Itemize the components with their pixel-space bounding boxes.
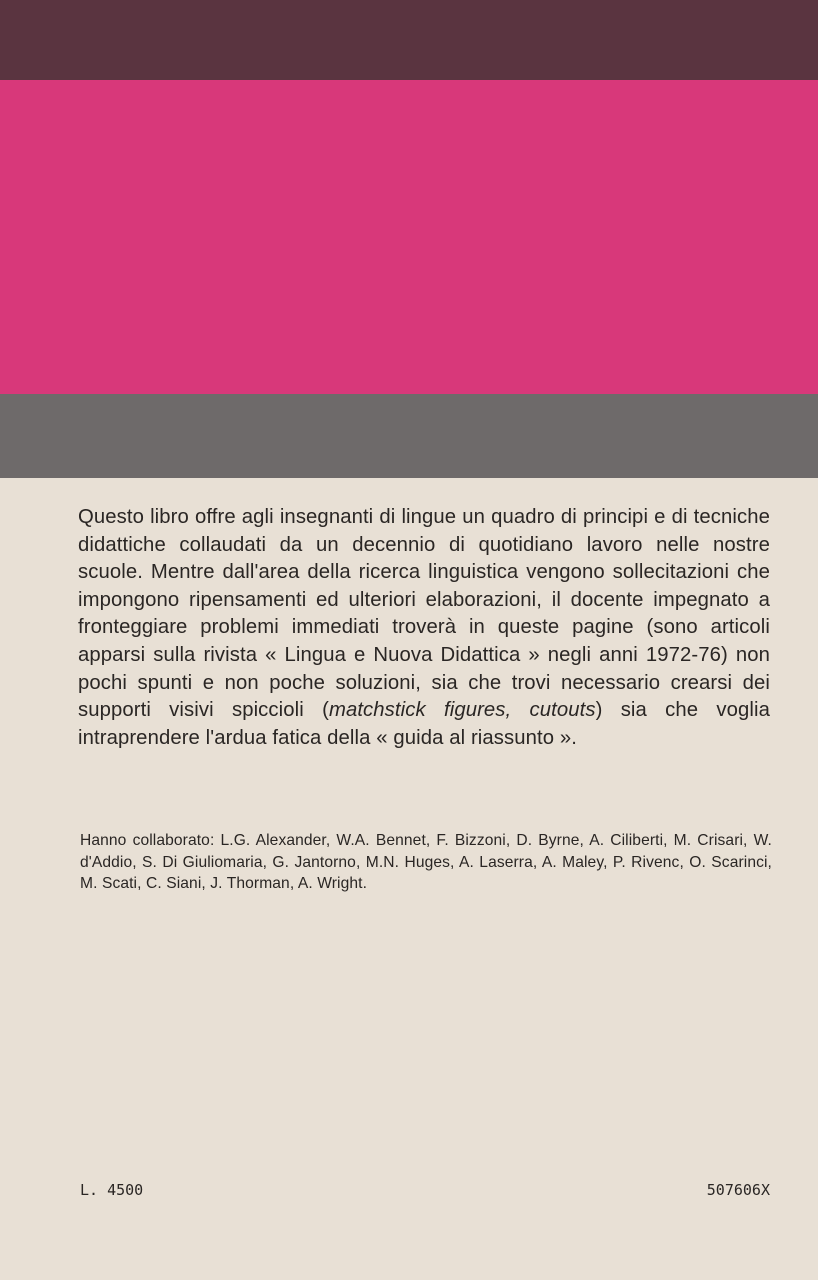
magenta-color-band	[0, 80, 818, 394]
top-color-band	[0, 0, 818, 80]
catalog-code: 507606X	[706, 1181, 770, 1199]
book-description	[78, 504, 770, 752]
description-text-start: Questo libro offre agli insegnanti di lingue un quadro di principi e di tecniche didattiche collaudati da un decennio di quotidiano lavoro nelle nostre scuole. Mentre dall'area della ricerca linguistica vengono sollecitazioni che impongono ripensamenti ed ulteriori elaborazioni, il docente impegnato a fronteggiare problemi immediati troverà in queste pagine (sono articoli apparsi sulla rivista « Lingua e Nuova Didattica » negli anni 1972-76) non pochi spunti e non poche soluzioni, sia che trovi necessario crearsi dei supporti visivi spiccioli (	[78, 506, 770, 722]
price-label: L. 4500	[80, 1181, 144, 1199]
gray-color-band	[0, 394, 818, 478]
description-text-end: ) sia che voglia intraprendere l'ardua fatica della « guida al riassunto ».	[78, 699, 770, 749]
description-italic-terms: matchstick figures, cutouts	[328, 699, 596, 722]
contributors-list: Hanno collaborato: L.G. Alexander, W.A. Bennet, F. Bizzoni, D. Byrne, A. Ciliberti, M. Crisari, W. d'Addio, S. Di Giuliomaria, G. Jantorno, M.N. Huges, A. Laserra, A. Maley, P. Rivenc, O. Scarinci, M. Scati, C. Siani, J. Thorman, A. Wright.	[80, 832, 772, 893]
